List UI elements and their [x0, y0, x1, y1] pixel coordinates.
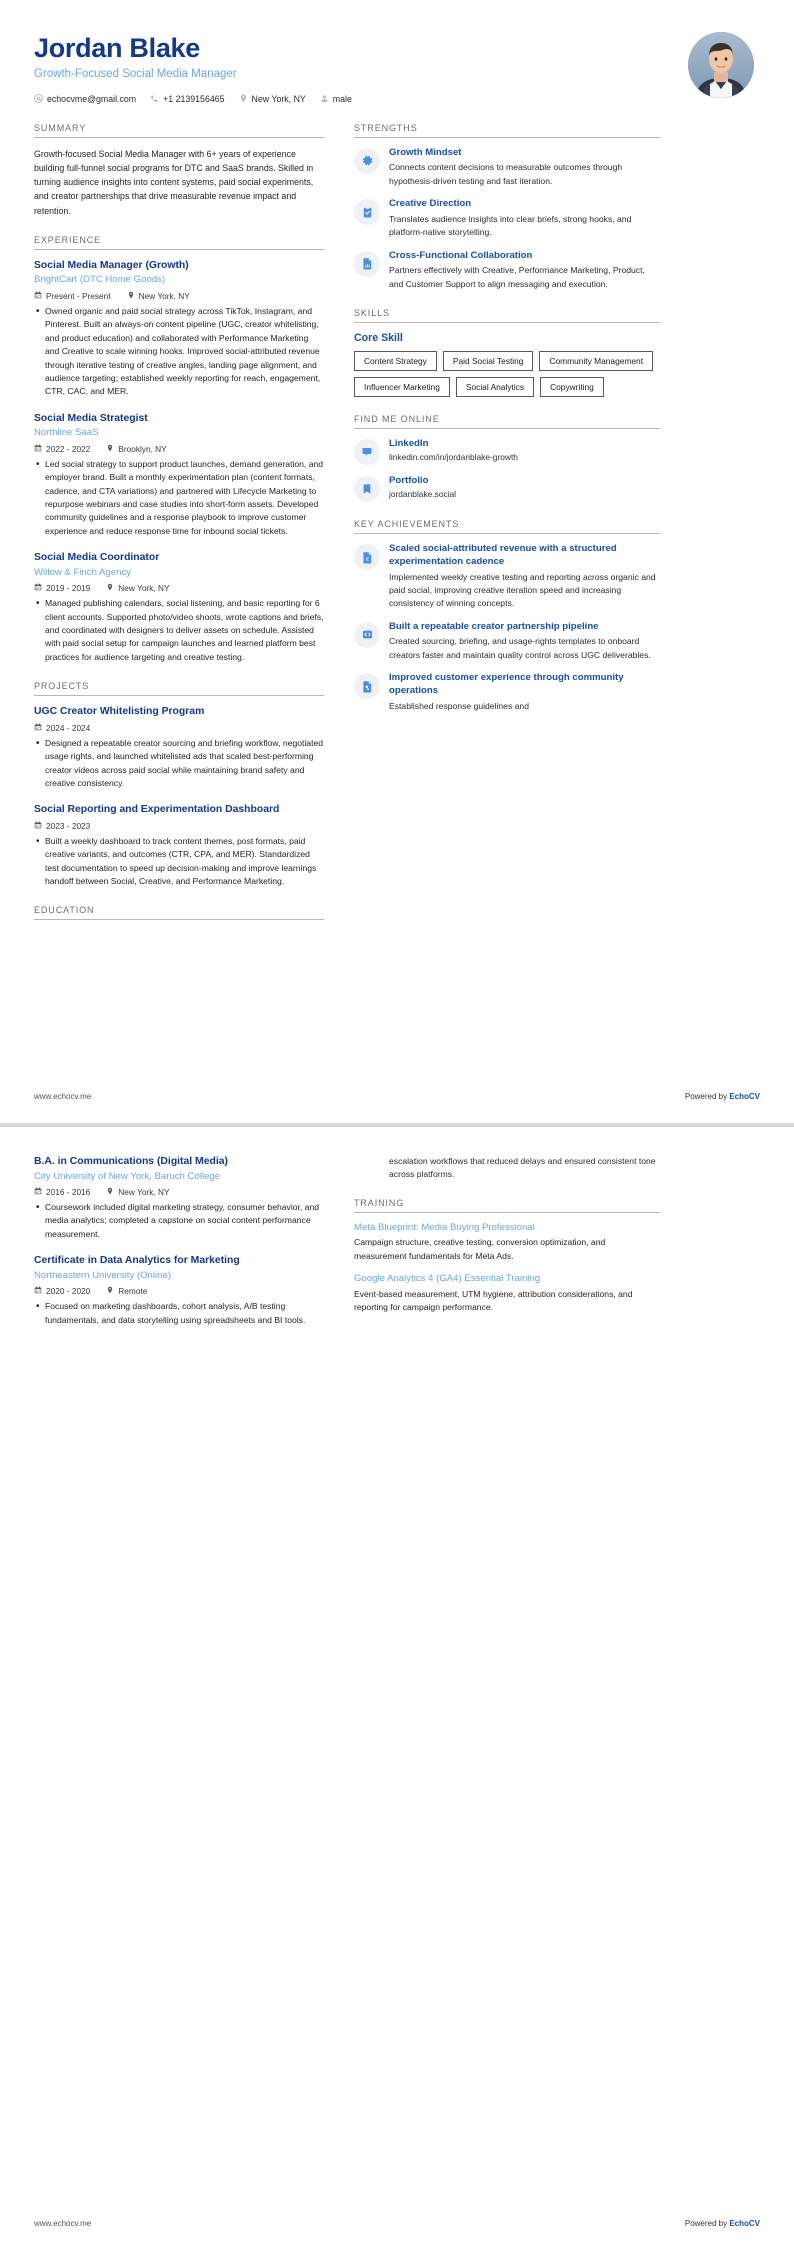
strength-desc: Partners effectively with Creative, Performance Marketing, Product, and Customer Support to align messaging and execution.	[389, 265, 645, 289]
entry-meta	[34, 1286, 324, 1296]
online-profile-body	[389, 475, 660, 499]
header-text-block	[34, 28, 352, 105]
online-profile-item[interactable]	[354, 475, 660, 502]
achievement-item	[354, 672, 660, 713]
skill-group-title: Core Skill	[354, 332, 403, 345]
entry-org: Willow & Finch Agency	[34, 566, 132, 578]
contact-email-text: echocvme@gmail.com	[47, 94, 137, 105]
calendar-icon	[34, 1187, 42, 1197]
education-entry	[34, 1155, 324, 1241]
achievement-desc-continued: escalation workflows that reduced delays and ensured consistent tone across platforms.	[389, 1156, 656, 1180]
achievement-continuation-body	[389, 1155, 660, 1182]
training-desc: Campaign structure, creative testing, conversion optimization, and measurement fundamentals for Meta Ads.	[354, 1237, 606, 1261]
location-icon	[106, 1187, 114, 1197]
strength-desc: Connects content decisions to measurable outcomes through hypothesis-driven testing and fast iteration.	[389, 162, 623, 186]
strength-title: Creative Direction	[389, 198, 472, 210]
entry-bullets	[34, 597, 324, 664]
entry-title: B.A. in Communications (Digital Media)	[34, 1156, 228, 1167]
skill-chip: Paid Social Testing	[443, 351, 534, 371]
footer-brand	[685, 1092, 760, 1101]
training-title: Meta Blueprint: Media Buying Professional	[354, 1222, 535, 1233]
footer-brand	[685, 2219, 760, 2228]
entry-title: Certificate in Data Analytics for Marketing	[34, 1255, 240, 1267]
skill-chip: Copywriting	[540, 377, 604, 397]
summary-section	[34, 123, 324, 218]
entry-bullets	[34, 737, 324, 791]
bullet: • Coursework included digital marketing strategy, consumer behavior, and media analytics; completed a capstone on social content performance measurement.	[34, 1201, 324, 1241]
skill-chip: Influencer Marketing	[354, 377, 450, 397]
footer-powered-prefix: Powered by	[684, 1092, 730, 1101]
gear-icon	[354, 148, 380, 174]
contact-gender-text: male	[332, 94, 352, 105]
location-icon	[106, 583, 114, 593]
document-chart-icon	[354, 251, 380, 277]
find-me-online-section	[354, 414, 660, 502]
strength-item	[354, 147, 660, 188]
bullet: • Managed publishing calendars, social listening, and basic reporting for 6 client accounts. Supported photo/video shoots, wrote captions and briefs, and coordinated with designers to deliver assets on schedule. Assisted with paid social setup for campaign launches and learned platform best practices for audience targeting and creative testing.	[34, 597, 324, 664]
achievement-title: Built a repeatable creator partnership pipeline	[389, 620, 599, 632]
online-profile-url[interactable]: jordanblake.social	[389, 488, 457, 499]
skill-chip-list	[354, 351, 660, 397]
bullet: • Built a weekly dashboard to track content themes, post formats, paid creative variants, and outcomes (CTR, CPA, and MER). Standardized test documentation to speed up decision-making and improve learnings handoff between Social, Creative, and Performance Marketing.	[34, 835, 324, 889]
achievement-desc-truncated: Established response guidelines and	[389, 700, 529, 711]
candidate-name: Jordan Blake	[34, 33, 200, 63]
bookmark-icon	[354, 476, 380, 502]
bullet: • Owned organic and paid social strategy across TikTok, Instagram, and Pinterest. Built an always-on content pipeline (UGC, creator whitelisting, and product education) and collaborated with Performance Marketing and Creative to scale winning hooks. Improved social-attributed revenue through iterative testing of creative angles, landing page alignment, and audience targeting; established weekly reporting for reach, engagement, CTR, CAC, and MER.	[34, 305, 324, 399]
location-icon	[127, 291, 135, 301]
calendar-icon	[34, 723, 42, 733]
document-key-icon	[354, 673, 380, 699]
entry-dates	[34, 291, 111, 301]
entry-location-text: Brooklyn, NY	[118, 443, 167, 454]
entry-dates	[34, 444, 90, 454]
achievement-body	[389, 543, 660, 611]
entry-org: Northeastern University (Online)	[34, 1269, 172, 1281]
strengths-heading: STRENGTHS	[354, 123, 660, 138]
entry-dates-text: 2020 - 2020	[46, 1286, 91, 1297]
left-column	[34, 123, 324, 938]
candidate-role: Growth-Focused Social Media Manager	[34, 67, 237, 80]
entry-meta	[34, 444, 324, 454]
strength-title: Cross-Functional Collaboration	[389, 249, 533, 261]
entry-location	[106, 1286, 147, 1296]
experience-section	[34, 235, 324, 664]
training-item	[354, 1222, 660, 1263]
projects-heading: PROJECTS	[34, 681, 324, 696]
clipboard-check-icon	[354, 199, 380, 225]
experience-entry	[34, 259, 324, 399]
body-columns-page2	[34, 1155, 760, 1344]
online-profile-body	[389, 438, 660, 462]
online-profile-url[interactable]: linkedin.com/in/jordanblake-growth	[389, 451, 518, 462]
education-section	[34, 1155, 324, 1327]
page-footer	[34, 2219, 760, 2228]
entry-org: Northline SaaS	[34, 427, 99, 439]
entry-org: City University of New York, Baruch College	[34, 1170, 221, 1182]
achievement-desc: Created sourcing, briefing, and usage-rights templates to onboard creators faster and maintain quality control across UGC deliverables.	[389, 636, 651, 660]
entry-location-text: New York, NY	[118, 583, 170, 594]
code-icon	[354, 622, 380, 648]
achievement-continuation	[354, 1155, 660, 1182]
entry-location	[127, 291, 190, 301]
entry-bullets	[34, 1300, 324, 1327]
entry-title: Social Media Manager (Growth)	[34, 259, 189, 271]
calendar-icon	[34, 583, 42, 593]
skill-chip: Social Analytics	[456, 377, 534, 397]
skills-heading: SKILLS	[354, 308, 660, 323]
right-column	[354, 123, 660, 938]
entry-org: BrightCart (DTC Home Goods)	[34, 274, 166, 286]
online-profile-title: LinkedIn	[389, 438, 429, 450]
chat-bubble-icon	[354, 439, 380, 465]
achievement-item	[354, 621, 660, 662]
strength-body	[389, 147, 660, 188]
achievement-title: Scaled social-attributed revenue with a structured experimentation cadence	[389, 543, 617, 567]
experience-entry	[34, 551, 324, 664]
right-column-page2	[354, 1155, 660, 1344]
footer-powered-prefix: Powered by	[684, 2219, 730, 2228]
online-profile-title: Portfolio	[389, 475, 429, 487]
entry-title: Social Media Coordinator	[34, 552, 160, 564]
entry-bullets	[34, 458, 324, 538]
strength-item	[354, 250, 660, 291]
entry-meta	[34, 583, 324, 593]
skills-section	[354, 308, 660, 397]
projects-section	[34, 681, 324, 888]
entry-location	[106, 1187, 169, 1197]
entry-title: UGC Creator Whitelisting Program	[34, 706, 205, 718]
entry-meta	[34, 821, 324, 831]
calendar-icon	[34, 821, 42, 831]
training-section	[354, 1198, 660, 1315]
entry-title: Social Media Strategist	[34, 412, 148, 424]
summary-text: Growth-focused Social Media Manager with 6+ years of experience building full-funnel social programs for DTC and SaaS brands. Skilled in turning audience insights into content systems, paid social experiments, and creator partnerships that drive measurable revenue impact and retention.	[34, 148, 314, 216]
key-achievements-section	[354, 519, 660, 713]
strengths-section	[354, 123, 660, 291]
calendar-icon	[34, 444, 42, 454]
project-entry	[34, 803, 324, 888]
footer-powered-brand: EchoCV	[729, 1092, 760, 1101]
entry-dates-text: Present - Present	[46, 290, 111, 301]
entry-dates	[34, 821, 90, 831]
skill-chip: Content Strategy	[354, 351, 437, 371]
entry-dates-text: 2023 - 2023	[46, 820, 91, 831]
resume-header	[34, 28, 760, 105]
strength-item	[354, 198, 660, 239]
location-icon	[239, 94, 248, 105]
entry-meta	[34, 291, 324, 301]
bullet: • Focused on marketing dashboards, cohort analysis, A/B testing fundamentals, and data storytelling using spreadsheets and BI tools.	[34, 1300, 324, 1327]
training-heading: TRAINING	[354, 1198, 660, 1213]
location-icon	[106, 1286, 114, 1296]
achievement-body	[389, 621, 660, 662]
strength-desc: Translates audience insights into clear briefs, strong hooks, and platform-native storytelling.	[389, 213, 632, 238]
strength-body	[389, 250, 660, 291]
entry-bullets	[34, 1201, 324, 1241]
entry-dates-text: 2019 - 2019	[46, 583, 91, 594]
email-icon	[34, 94, 43, 105]
strength-title: Growth Mindset	[389, 146, 462, 158]
education-heading: EDUCATION	[34, 905, 324, 920]
contact-phone[interactable]	[150, 94, 224, 105]
online-profile-item[interactable]	[354, 438, 660, 465]
entry-location-text: New York, NY	[118, 1186, 170, 1197]
footer-powered-brand: EchoCV	[729, 2219, 760, 2228]
avatar	[688, 32, 754, 98]
footer-site[interactable]: www.echocv.me	[34, 1092, 92, 1101]
entry-location-text: New York, NY	[138, 290, 190, 301]
resume-page-1	[0, 0, 794, 1123]
spacer-badge	[354, 1156, 380, 1182]
entry-meta	[34, 723, 324, 733]
calendar-icon	[34, 1286, 42, 1296]
svg-text:€: €	[365, 556, 369, 563]
achievement-desc: Implemented weekly creative testing and reporting across organic and paid social, improving creative iteration speed and increasing consistency of winning concepts.	[389, 571, 656, 609]
training-item	[354, 1273, 660, 1314]
contact-gender	[320, 94, 352, 105]
entry-dates	[34, 1286, 90, 1296]
project-entry	[34, 705, 324, 790]
footer-site[interactable]: www.echocv.me	[34, 2219, 92, 2228]
bullet: • Led social strategy to support product launches, demand generation, and employer brand. Built a monthly experimentation plan (content formats, cadence, and CTA variations) and partnered with Lifecycle Marketing to repurpose webinars and case studies into short-form assets. Developed community guidelines and a response playbook to improve customer experience and reduce response time for inbound social tickets.	[34, 458, 324, 538]
achievement-item	[354, 543, 660, 611]
entry-location	[106, 444, 166, 454]
person-icon	[320, 94, 329, 105]
key-achievements-heading: KEY ACHIEVEMENTS	[354, 519, 660, 534]
contact-phone-text: +1 2139156465	[163, 94, 225, 105]
entry-location-text: Remote	[118, 1286, 148, 1297]
summary-heading: SUMMARY	[34, 123, 324, 138]
entry-dates	[34, 723, 90, 733]
entry-dates	[34, 583, 90, 593]
calendar-icon	[34, 291, 42, 301]
entry-bullets	[34, 835, 324, 889]
skill-chip: Community Management	[539, 351, 653, 371]
entry-dates-text: 2022 - 2022	[46, 443, 91, 454]
training-title: Google Analytics 4 (GA4) Essential Training	[354, 1273, 541, 1285]
entry-title: Social Reporting and Experimentation Dashboard	[34, 804, 280, 816]
experience-entry	[34, 412, 324, 538]
entry-bullets	[34, 305, 324, 399]
contact-location-text: New York, NY	[251, 94, 306, 105]
entry-meta	[34, 1187, 324, 1197]
entry-dates-text: 2024 - 2024	[46, 722, 91, 733]
strength-body	[389, 198, 660, 239]
achievement-title: Improved customer experience through community operations	[389, 672, 624, 696]
contact-email[interactable]	[34, 94, 136, 105]
contact-row	[34, 94, 352, 105]
contact-location	[239, 94, 306, 105]
page-footer	[34, 1092, 760, 1101]
education-entry	[34, 1254, 324, 1327]
location-icon	[106, 444, 114, 454]
bullet: • Designed a repeatable creator sourcing and briefing workflow, negotiated usage rights, and launched whitelisted ads that scaled best-performing creator videos across paid social while maintaining brand safety and creative consistency.	[34, 737, 324, 791]
entry-dates-text: 2016 - 2016	[46, 1186, 91, 1197]
document-euro-icon	[354, 544, 380, 570]
body-columns	[34, 123, 760, 938]
find-me-online-heading: FIND ME ONLINE	[354, 414, 660, 429]
entry-location	[106, 583, 169, 593]
phone-icon	[150, 94, 159, 105]
experience-heading: EXPERIENCE	[34, 235, 324, 250]
achievement-body	[389, 672, 660, 713]
left-column-page2	[34, 1155, 324, 1344]
education-section-heading-only	[34, 905, 324, 920]
resume-page-2	[0, 1127, 794, 2250]
training-desc: Event-based measurement, UTM hygiene, attribution considerations, and reporting for campaign performance.	[354, 1288, 633, 1313]
entry-dates	[34, 1187, 90, 1197]
